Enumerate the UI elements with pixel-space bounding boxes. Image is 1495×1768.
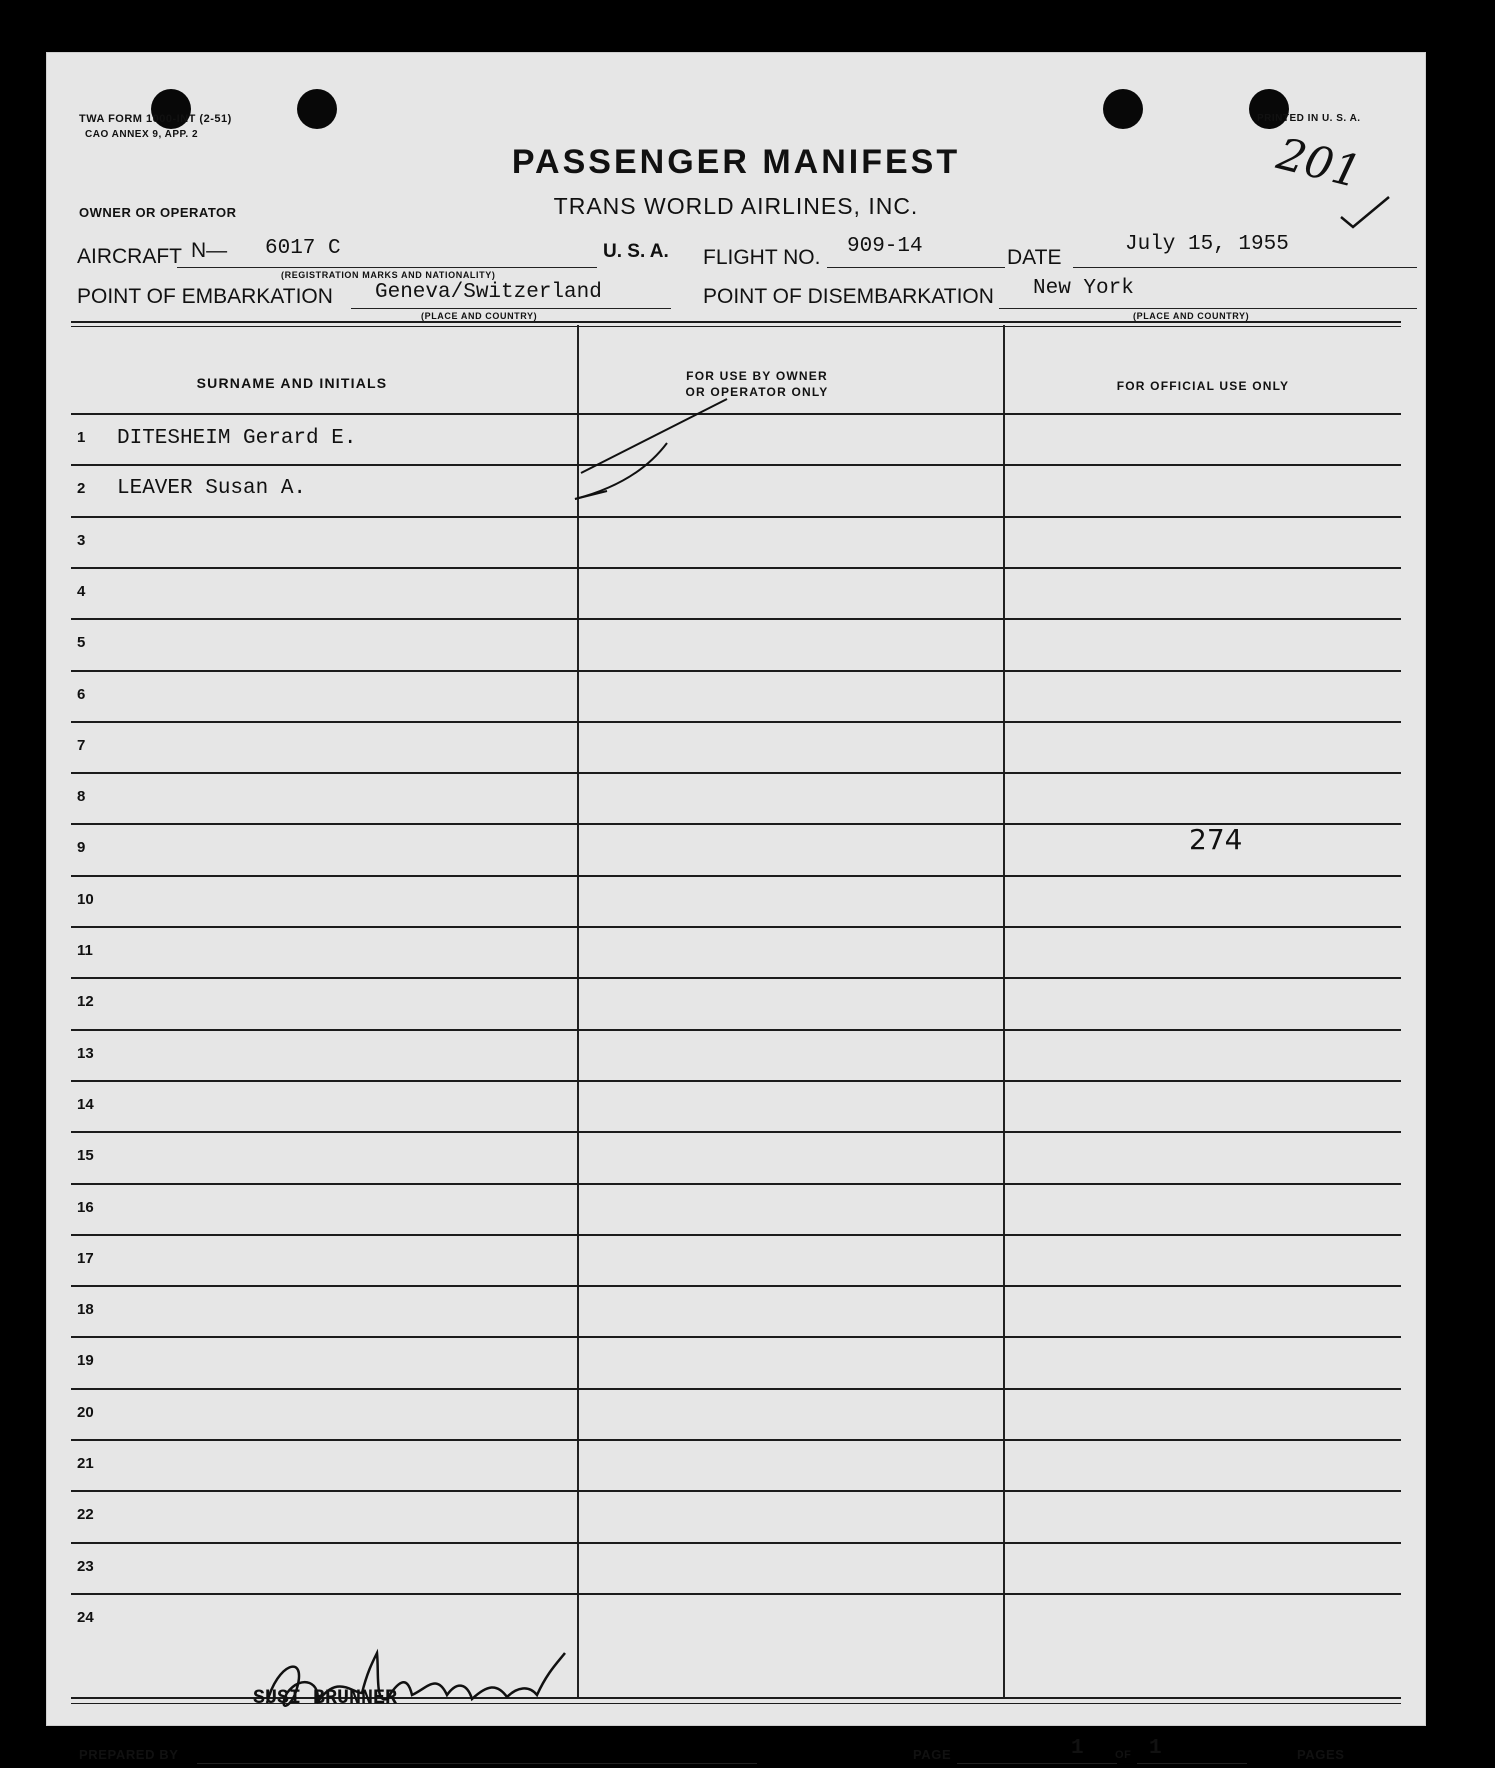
col-owner-line2: OR OPERATOR ONLY — [685, 385, 829, 399]
page-label: PAGE — [913, 1747, 952, 1762]
page-total: 1 — [1149, 1737, 1162, 1760]
table-row — [71, 1388, 1401, 1390]
row-number: 17 — [77, 1249, 94, 1267]
row-number: 16 — [77, 1198, 94, 1216]
airline-name: TRANS WORLD AIRLINES, INC. — [553, 193, 919, 219]
form-title: PASSENGER MANIFEST — [511, 143, 961, 181]
row-number: 18 — [77, 1301, 94, 1319]
table-row — [71, 1285, 1401, 1287]
row-number: 19 — [77, 1352, 94, 1370]
embarkation-caption: (PLACE AND COUNTRY) — [421, 311, 538, 321]
row-number: 11 — [77, 942, 93, 959]
page-underline — [957, 1763, 1117, 1764]
row-number: 24 — [77, 1608, 94, 1626]
aircraft-prefix: N— — [191, 239, 228, 262]
owner-check-mark-icon — [567, 395, 747, 515]
official-note: 274 — [1189, 823, 1243, 856]
row-number: 2 — [77, 480, 86, 498]
table-row — [71, 618, 1401, 620]
table-row — [71, 670, 1401, 672]
row-number: 8 — [77, 788, 86, 806]
row-number: 12 — [77, 993, 94, 1011]
punch-hole — [1103, 89, 1143, 129]
embarkation-label: POINT OF EMBARKATION — [77, 285, 333, 308]
usa-label: U. S. A. — [603, 241, 669, 262]
table-row — [71, 1542, 1401, 1544]
registration-caption: (REGISTRATION MARKS AND NATIONALITY) — [281, 270, 496, 280]
table-row — [71, 1080, 1401, 1082]
col-surname: SURNAME AND INITIALS — [196, 375, 388, 391]
table-row — [71, 1336, 1401, 1338]
date-underline — [1073, 267, 1417, 268]
row-number: 20 — [77, 1403, 94, 1421]
table-row — [71, 977, 1401, 979]
row-number: 7 — [77, 736, 86, 754]
signature — [247, 1633, 587, 1743]
table-row — [71, 772, 1401, 774]
flight-underline — [827, 267, 1005, 268]
embarkation-value: Geneva/Switzerland — [375, 281, 602, 304]
table-top-line — [71, 321, 1401, 323]
col-official: FOR OFFICIAL USE ONLY — [1116, 379, 1290, 393]
of-underline — [1137, 1763, 1247, 1764]
punch-hole — [297, 89, 337, 129]
disembarkation-label: POINT OF DISEMBARKATION — [703, 285, 994, 308]
table-row — [71, 1131, 1401, 1133]
table-row — [71, 1439, 1401, 1441]
table-row — [71, 1234, 1401, 1236]
prepared-by-value: SUSI BRUNNER — [253, 1687, 398, 1710]
table-row — [71, 516, 1401, 518]
row-number: 1 — [77, 429, 86, 446]
table-row — [71, 1029, 1401, 1031]
row-number: 6 — [77, 685, 86, 703]
col-owner-line1: FOR USE BY OWNER — [686, 369, 828, 383]
embarkation-underline — [351, 308, 671, 309]
aircraft-registration: 6017 C — [265, 237, 341, 260]
date-label: DATE — [1007, 246, 1062, 269]
disembarkation-underline — [999, 308, 1417, 309]
disembarkation-caption: (PLACE AND COUNTRY) — [1133, 311, 1250, 321]
manifest-paper — [46, 52, 1426, 1762]
row-number: 15 — [77, 1147, 94, 1165]
row-number: 3 — [77, 531, 86, 549]
row-number: 9 — [77, 839, 86, 857]
flight-number: 909-14 — [847, 235, 923, 258]
table-row — [71, 567, 1401, 569]
table-row — [71, 875, 1401, 877]
check-mark-icon — [1337, 193, 1397, 233]
flight-label: FLIGHT NO. — [703, 246, 821, 269]
table-row — [71, 1593, 1401, 1595]
prepared-underline — [197, 1763, 757, 1764]
table-row — [71, 1490, 1401, 1492]
disembarkation-value: New York — [1033, 277, 1134, 300]
row-number: 22 — [77, 1506, 94, 1524]
row-number: 21 — [77, 1455, 94, 1472]
printed-label: PRINTED IN U. S. A. — [1257, 113, 1361, 124]
of-label: OF — [1115, 1749, 1132, 1761]
passenger-name: DITESHEIM Gerard E. — [117, 427, 357, 450]
row-number: 5 — [77, 634, 86, 652]
handwritten-note: 201 — [1272, 128, 1366, 199]
row-number: 4 — [77, 582, 86, 600]
prepared-by-label: PREPARED BY — [79, 1747, 179, 1762]
row-number: 13 — [77, 1044, 94, 1062]
row-number: 14 — [77, 1095, 94, 1113]
table-row — [71, 721, 1401, 723]
annex-label: CAO ANNEX 9, APP. 2 — [85, 129, 199, 140]
aircraft-label: AIRCRAFT — [77, 245, 182, 268]
row-number: 10 — [77, 890, 94, 908]
table-row — [71, 926, 1401, 928]
pages-label: PAGES — [1297, 1747, 1345, 1762]
row-number: 23 — [77, 1557, 94, 1575]
owner-operator-label: OWNER OR OPERATOR — [79, 205, 237, 220]
flight-date: July 15, 1955 — [1125, 233, 1289, 256]
table-top-line-2 — [71, 326, 1401, 327]
passenger-name: LEAVER Susan A. — [117, 477, 307, 500]
aircraft-underline — [177, 267, 597, 268]
form-id: TWA FORM 1000-INT (2-51) — [79, 113, 232, 125]
table-row — [71, 1183, 1401, 1185]
page-number: 1 — [1071, 1737, 1084, 1760]
